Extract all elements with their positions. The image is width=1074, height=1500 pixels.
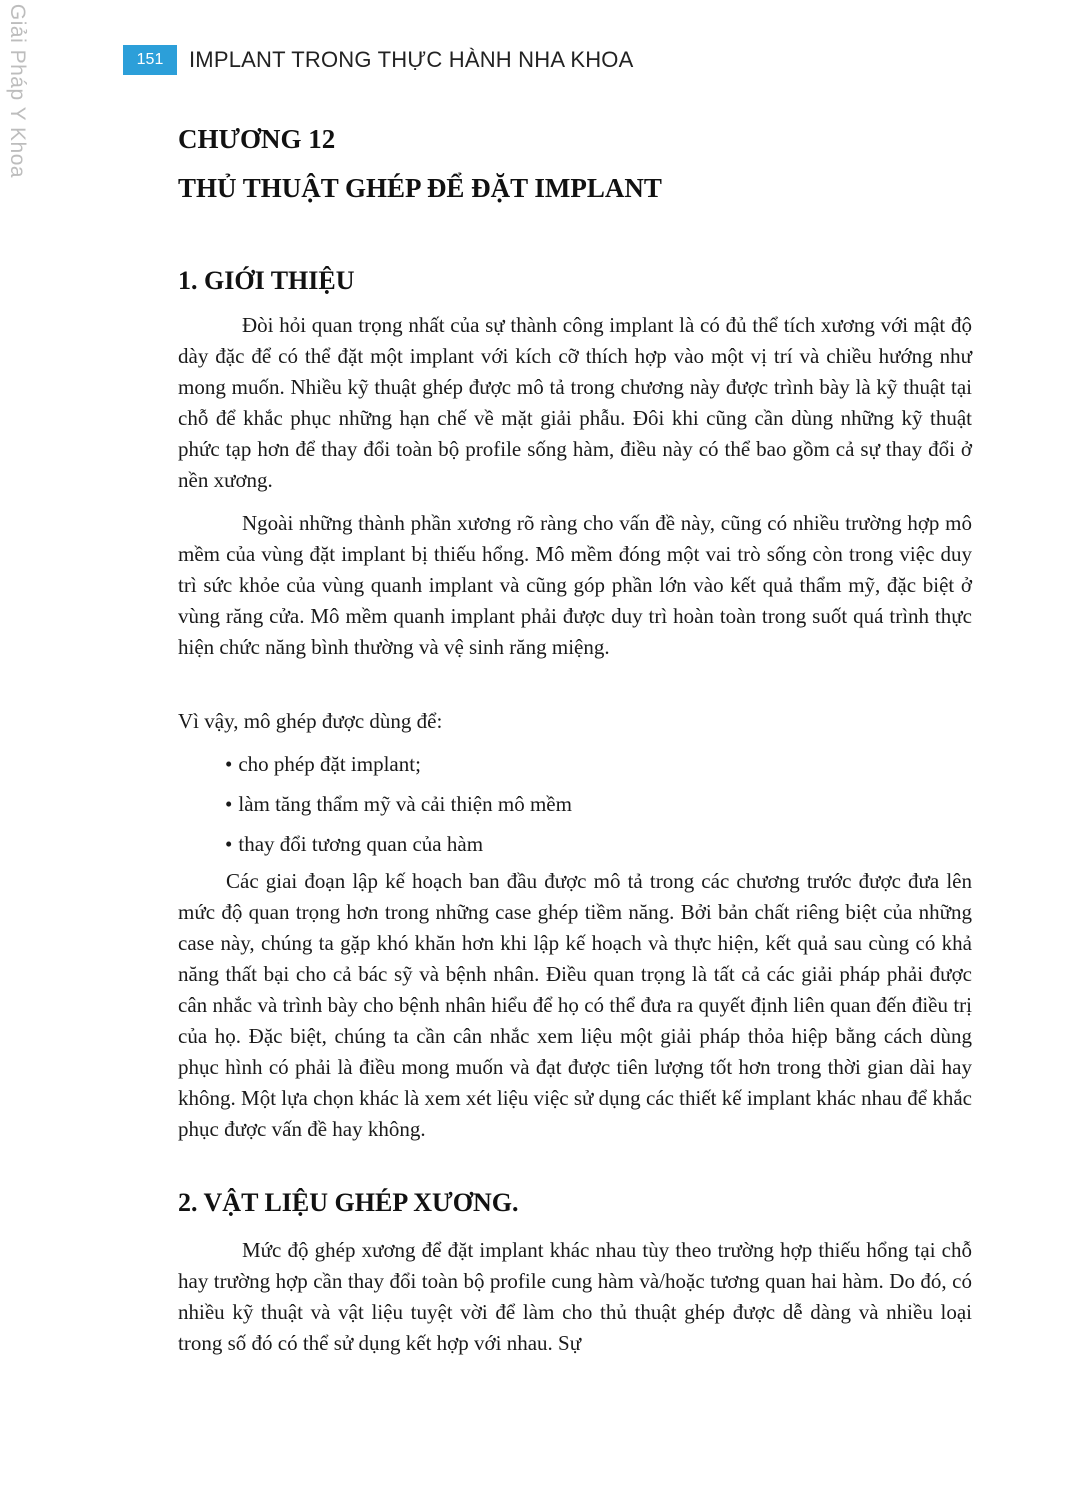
list-item-text: làm tăng thẩm mỹ và cải thiện mô mềm (238, 792, 572, 816)
running-title: IMPLANT TRONG THỰC HÀNH NHA KHOA (189, 47, 634, 72)
list-item-text: thay đổi tương quan của hàm (238, 832, 484, 856)
page-number: 151 (123, 45, 177, 75)
section-heading-introduction: 1. GIỚI THIỆU (178, 266, 355, 295)
list-item-text: cho phép đặt implant; (238, 752, 421, 776)
paragraph-materials-1: Mức độ ghép xương để đặt implant khác nhau tùy theo trường hợp thiếu hổng tại chỗ hay trường hợp cần thay đổi toàn bộ profile cung hàm và/hoặc tương quan hai hàm. Do đó, có nhiều kỹ thuật và vật liệu tuyệt vời để làm cho thủ thuật ghép được dễ dàng và nhiều loại trong số đó có thể sử dụng kết hợp với nhau. Sự (178, 1238, 972, 1355)
bullet-icon: • (225, 832, 233, 856)
list-item (225, 749, 421, 780)
paragraph-intro-2: Ngoài những thành phần xương rõ ràng cho vấn đề này, cũng có nhiều trường hợp mô mềm của vùng đặt implant bị thiếu hổng. Mô mềm đóng một vai trò sống còn trong việc duy trì sức khỏe của vùng quanh implant và cũng góp phần lớn vào kết quả thẩm mỹ, đặc biệt ở vùng răng cửa. Mô mềm quanh implant phải được duy trì hoàn toàn trong suốt quá trình thực hiện chức năng bình thường và vệ sinh răng miệng. (178, 511, 972, 659)
bullet-icon: • (225, 792, 233, 816)
paragraph-intro-3: Các giai đoạn lập kế hoạch ban đầu được mô tả trong các chương trước được đưa lên mức độ quan trọng hơn trong những case ghép tiềm năng. Bởi bản chất riêng biệt của những case này, chúng ta gặp khó khăn hơn khi lập kế hoạch và thực hiện, kết quả sau cùng có khả năng thất bại cho cả bác sỹ và bệnh nhân. Điều quan trọng là tất cả các giải pháp phải được cân nhắc và trình bày cho bệnh nhân hiểu để họ có thể đưa ra quyết định liên quan đến điều trị của họ. Đặc biệt, chúng ta cần cân nhắc xem liệu một giải pháp thỏa hiệp bằng cách dùng phục hình có phải là điều mong muốn và đạt được tiên lượng tốt hơn trong thời gian dài hay không. Một lựa chọn khác là xem xét liệu việc sử dụng các thiết kế implant khác nhau để khắc phục được vấn đề hay không. (178, 869, 972, 1141)
bullet-icon: • (225, 752, 233, 776)
list-item (225, 829, 483, 860)
chapter-title: THỦ THUẬT GHÉP ĐỂ ĐẶT IMPLANT (178, 173, 662, 203)
list-intro-line: Vì vậy, mô ghép được dùng để: (178, 709, 443, 733)
paragraph-intro-1: Đòi hỏi quan trọng nhất của sự thành công implant là có đủ thể tích xương với mật độ dày đặc để có thể đặt một implant với kích cỡ thích hợp vào một vị trí và chiều hướng như mong muốn. Nhiều kỹ thuật ghép được mô tả trong chương này được trình bày là kỹ thuật tại chỗ để khắc phục những hạn chế về mặt giải phẫu. Đôi khi cũng cần dùng những kỹ thuật phức tạp hơn để thay đổi toàn bộ profile sống hàm, điều này có thể bao gồm cả sự thay đổi ở nền xương. (178, 313, 972, 492)
list-item (225, 789, 572, 820)
page-header (123, 45, 633, 75)
watermark-text: Giải Pháp Y Khoa (6, 3, 29, 179)
section-heading-bone-graft-materials: 2. VẬT LIỆU GHÉP XƯƠNG. (178, 1188, 519, 1217)
watermark (4, 3, 30, 179)
chapter-number: CHƯƠNG 12 (178, 124, 336, 154)
